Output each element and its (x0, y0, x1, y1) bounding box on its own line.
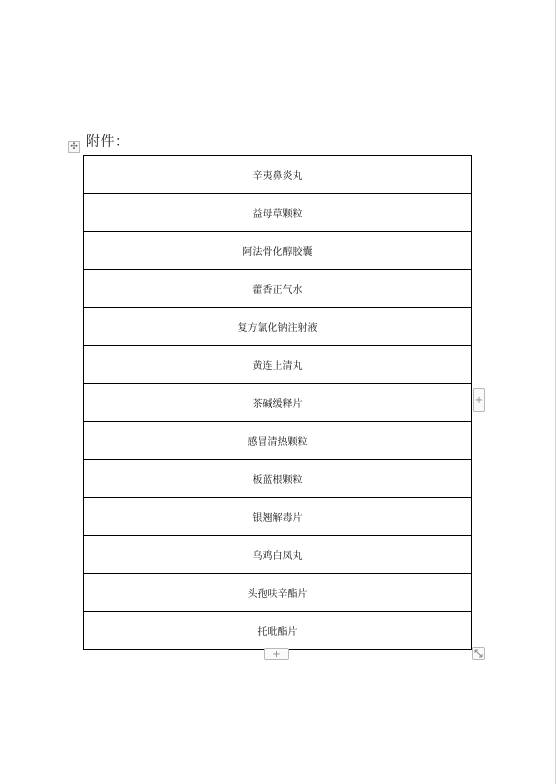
table-cell[interactable]: 感冒清热颗粒 (84, 422, 472, 460)
table-cell[interactable]: 黄连上清丸 (84, 346, 472, 384)
table-row (84, 232, 472, 270)
table-cell[interactable]: 银翘解毒片 (84, 498, 472, 536)
table-cell[interactable]: 辛夷鼻炎丸 (84, 156, 472, 194)
table-resize-handle-icon[interactable] (472, 647, 485, 660)
table-row (84, 574, 472, 612)
table-row (84, 612, 472, 650)
plus-icon: + (272, 648, 281, 660)
resize-arrows-icon (473, 648, 484, 659)
table-cell[interactable]: 益母草颗粒 (84, 194, 472, 232)
table-row (84, 194, 472, 232)
table-row (84, 498, 472, 536)
table-row (84, 536, 472, 574)
table-cell[interactable]: 乌鸡白凤丸 (84, 536, 472, 574)
table-row (84, 308, 472, 346)
table-cell[interactable]: 头孢呋辛酯片 (84, 574, 472, 612)
add-row-button[interactable] (264, 648, 289, 660)
table-cell[interactable]: 托吡酯片 (84, 612, 472, 650)
table-row (84, 270, 472, 308)
table-cell[interactable]: 藿香正气水 (84, 270, 472, 308)
table-move-handle-icon[interactable] (68, 141, 80, 153)
table-cell[interactable]: 板蓝根颗粒 (84, 460, 472, 498)
table-row (84, 156, 472, 194)
attachment-caption: 附件： (86, 134, 130, 150)
table-row (84, 422, 472, 460)
attachment-table (83, 155, 472, 650)
plus-icon: + (474, 394, 484, 406)
table-cell[interactable]: 茶碱缓释片 (84, 384, 472, 422)
move-arrows-icon: ✣ (70, 141, 78, 152)
table-row (84, 346, 472, 384)
table-row (84, 460, 472, 498)
table-cell[interactable]: 阿法骨化醇胶囊 (84, 232, 472, 270)
table-row (84, 384, 472, 422)
table-cell[interactable]: 复方氯化钠注射液 (84, 308, 472, 346)
add-column-button[interactable] (473, 388, 485, 412)
